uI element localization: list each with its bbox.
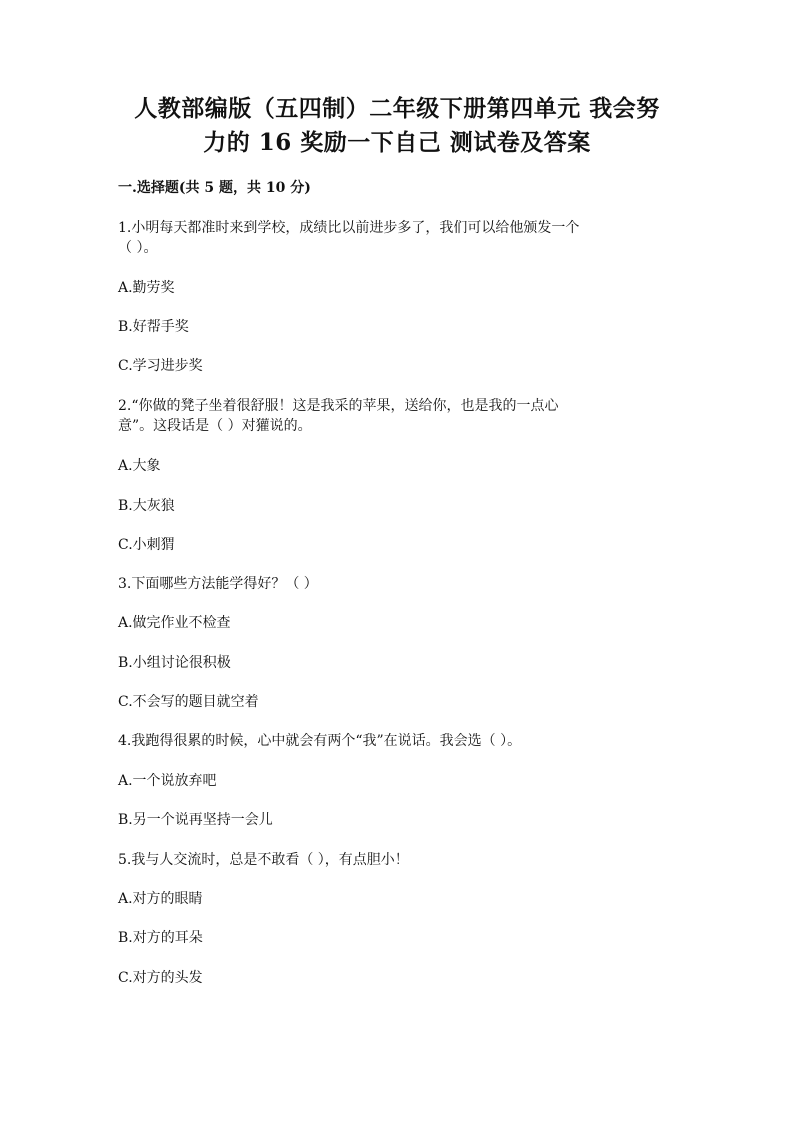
question-5-option-a: A.对方的眼睛	[118, 891, 203, 907]
question-1-line-1: 1.小明每天都准时来到学校，成绩比以前进步多了，我们可以给他颁发一个	[118, 220, 580, 236]
question-4-line-1: 4.我跑得很累的时候，心中就会有两个“我”在说话。我会选（ ）。	[118, 733, 522, 749]
question-2-option-c: C.小刺猬	[118, 537, 175, 553]
question-5-option-b: B.对方的耳朵	[118, 930, 203, 946]
title-line-2: 力的 16 奖励一下自己 测试卷及答案	[203, 129, 591, 156]
question-2-option-a: A.大象	[118, 458, 161, 474]
page-title	[60, 92, 734, 160]
question-3-option-c: C.不会写的题目就空着	[118, 694, 259, 710]
question-4-option-b: B.另一个说再坚持一会儿	[118, 812, 273, 828]
question-1-option-c: C.学习进步奖	[118, 358, 203, 374]
question-3-option-a: A.做完作业不检查	[118, 615, 231, 631]
question-5-option-c: C.对方的头发	[118, 970, 203, 986]
question-3-line-1: 3.下面哪些方法能学得好？（ ）	[118, 576, 318, 592]
question-4-option-a: A.一个说放弃吧	[118, 773, 217, 789]
question-1-option-a: A.勤劳奖	[118, 280, 175, 296]
question-1-option-b: B.好帮手奖	[118, 319, 189, 335]
question-2-option-b: B.大灰狼	[118, 498, 175, 514]
title-line-1: 人教部编版（五四制）二年级下册第四单元 我会努	[134, 95, 660, 122]
question-5-line-1: 5.我与人交流时，总是不敢看（ ），有点胆小！	[118, 852, 409, 868]
section-heading: 一.选择题(共 5 题，共 10 分)	[118, 180, 311, 196]
question-2-line-2: 意”。这段话是（ ）对獾说的。	[118, 418, 312, 434]
question-3-option-b: B.小组讨论很积极	[118, 655, 231, 671]
question-1-line-2: （ ）。	[118, 240, 158, 256]
question-2-line-1: 2.“你做的凳子坐着很舒服！这是我采的苹果，送给你，也是我的一点心	[118, 398, 559, 414]
